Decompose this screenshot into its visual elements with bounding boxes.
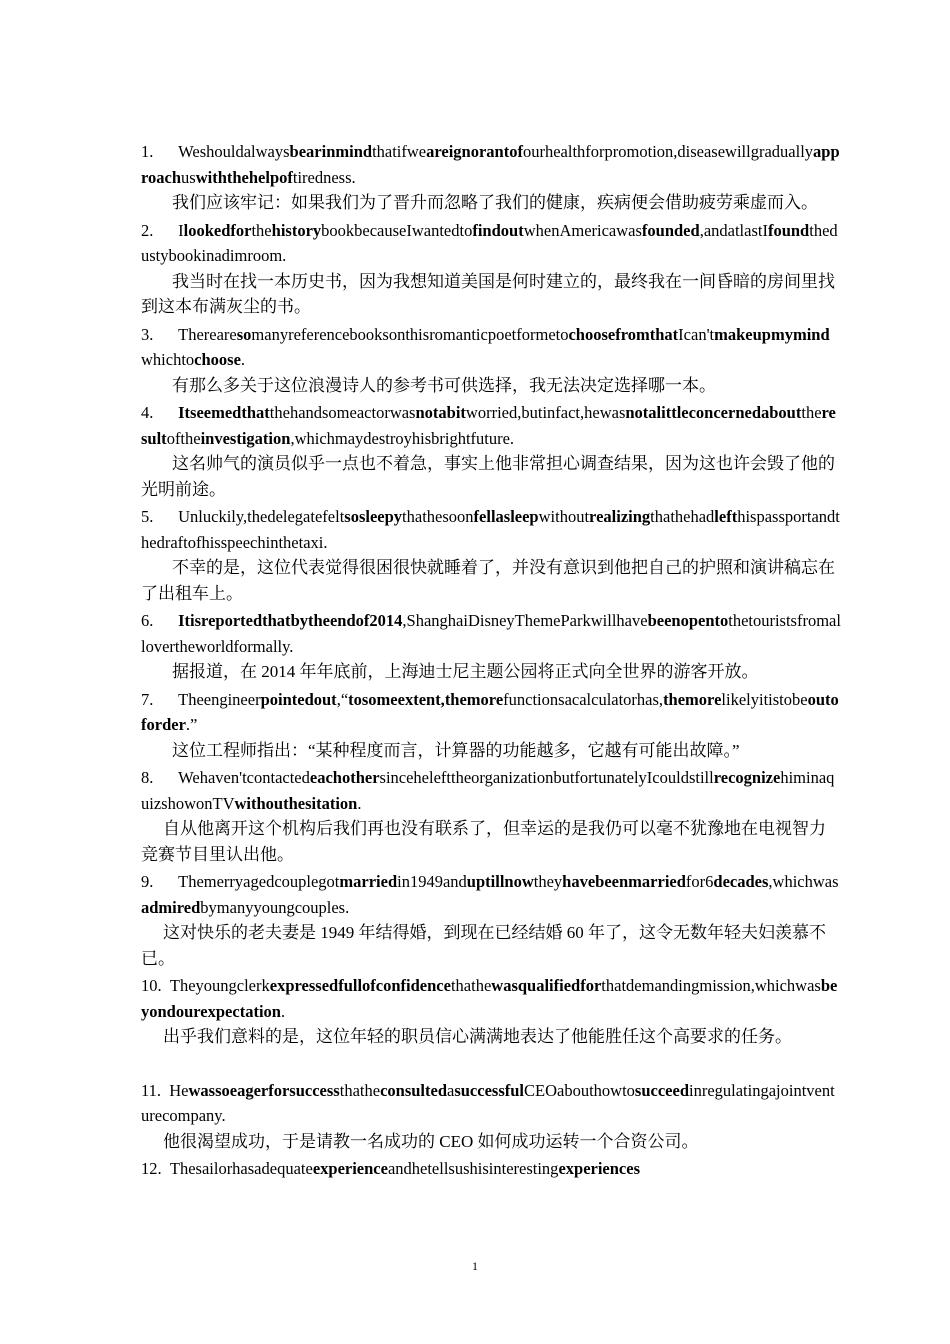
chinese-translation: 出乎我们意料的是，这位年轻的职员信心满满地表达了他能胜任这个高要求的任务。 xyxy=(163,1027,792,1046)
sentence-text: ,“ xyxy=(336,689,349,709)
key-phrase: withthehelpof xyxy=(195,167,293,187)
chinese-translation: 这名帅气的演员似乎一点也不着急，事实上他非常担心调查结果，因为这也许会毁了他的光明前途。 xyxy=(141,454,835,499)
sentence-text: theorganizationbutfortunatelyIcouldstill xyxy=(451,768,714,787)
key-phrase: notabit xyxy=(415,403,466,422)
key-phrase: recognize xyxy=(713,768,781,787)
sentence-text: Theyoungclerk xyxy=(169,976,270,995)
key-phrase: eachother xyxy=(309,768,380,787)
sentence-text: Unluckily,thedelegatefelt xyxy=(178,507,345,526)
sentence-text: the xyxy=(251,220,272,240)
item-number: 3. xyxy=(141,324,154,344)
key-phrase: makeupmymind xyxy=(714,324,830,344)
sentence-text: inregulatingajointventurecompany. xyxy=(141,1080,835,1125)
key-phrase: successful xyxy=(454,1080,524,1100)
sentence-text: ,whichmaydestroyhisbrightfuture. xyxy=(290,428,515,448)
english-sentence xyxy=(141,687,841,738)
sentence-text: Weshouldalways xyxy=(178,142,290,161)
sentence-text: thatifwe xyxy=(372,142,427,161)
sentence-text: they xyxy=(533,872,563,891)
english-sentence xyxy=(141,504,841,555)
item-number: 8. xyxy=(141,768,154,787)
english-sentence xyxy=(141,973,841,1024)
key-phrase: notalittleconcernedabout xyxy=(625,403,802,422)
page-number: 1 xyxy=(472,1259,478,1273)
sentence-text: manyreferencebooksonthisromanticpoetformeto xyxy=(251,324,569,344)
english-sentence xyxy=(141,765,841,816)
key-phrase: experiences xyxy=(558,1159,640,1178)
chinese-translation: 自从他离开这个机构后我们再也没有联系了，但幸运的是我仍可以毫不犹豫地在电视智力竞赛节目里认出他。 xyxy=(141,819,826,864)
key-phrase: found xyxy=(767,220,810,240)
key-phrase: expressedfullofconfidence xyxy=(269,976,451,995)
key-phrase: succeed xyxy=(634,1080,689,1100)
key-phrase: admired xyxy=(141,897,201,917)
sentence-text: CEOabouthowto xyxy=(524,1080,635,1100)
key-phrase: Itisreportedthat xyxy=(178,611,291,630)
english-sentence xyxy=(141,608,841,659)
sentence-text: thetouristsfromallovertheworldformally. xyxy=(141,611,841,656)
chinese-translation: 这位工程师指出：“某种程度而言，计算器的功能越多，它越有可能出故障。” xyxy=(172,740,740,760)
chinese-translation: 有那么多关于这位浪漫诗人的参考书可供选择，我无法决定选择哪一本。 xyxy=(172,375,716,395)
key-phrase: approach xyxy=(141,142,840,187)
sentence-text: the xyxy=(801,403,822,422)
key-phrase: result xyxy=(141,403,836,448)
english-sentence xyxy=(141,869,841,920)
key-phrase: choosefrom xyxy=(568,324,650,344)
key-phrase: so xyxy=(344,507,359,526)
key-phrase: lookedfor xyxy=(183,220,252,240)
sentence-text: Themerryagedcouplegot xyxy=(178,872,340,891)
sentence-text: whichto xyxy=(141,350,195,369)
key-phrase: uptillnow xyxy=(466,872,534,891)
english-sentence xyxy=(141,218,841,269)
sentence-text: thathe xyxy=(339,1080,381,1100)
key-phrase: wasqualifiedfor xyxy=(491,976,602,995)
key-phrase: history xyxy=(271,220,322,240)
sentence-text: sinceheleft xyxy=(379,768,451,787)
sentence-text: ,andatlastI xyxy=(699,220,768,240)
sentence-text: himinaquizshowonTV xyxy=(141,768,835,813)
sentence-text: Ican't xyxy=(678,324,715,344)
key-phrase: left xyxy=(714,507,738,526)
key-phrase: so xyxy=(236,324,252,344)
item-number: 12. xyxy=(141,1159,162,1178)
english-sentence xyxy=(141,1078,841,1129)
item-number: 6. xyxy=(141,611,154,630)
item-number: 2. xyxy=(141,220,154,240)
sentence-text: Theengineer xyxy=(178,689,261,709)
sentence-text: . xyxy=(280,1001,286,1021)
key-phrase: themore xyxy=(444,689,504,709)
key-phrase: bearinmind xyxy=(289,142,373,161)
chinese-translation: 我当时在找一本历史书，因为我想知道美国是何时建立的，最终我在一间昏暗的房间里找到这本布满灰尘的书。 xyxy=(141,271,835,316)
chinese-translation: 据报道，在 2014 年年底前，上海迪士尼主题公园将正式向全世界的游客开放。 xyxy=(172,662,759,681)
sentence-text: a xyxy=(447,1080,455,1100)
key-phrase: areignorantof xyxy=(426,142,523,161)
sentence-text: thathe xyxy=(450,976,492,995)
key-phrase: fellasleep xyxy=(473,507,539,526)
key-phrase: findout xyxy=(472,220,524,240)
key-phrase: founded xyxy=(641,220,700,240)
key-phrase: that xyxy=(649,324,679,344)
item-number: 1. xyxy=(141,142,154,161)
item-number: 9. xyxy=(141,872,154,891)
document-body xyxy=(141,139,841,1182)
english-sentence xyxy=(141,139,841,190)
key-phrase: investigation xyxy=(200,428,291,448)
key-phrase: sleepy xyxy=(358,507,403,526)
key-phrase: tosomeextent, xyxy=(348,689,445,709)
sentence-text: ofthe xyxy=(166,428,201,448)
chinese-translation: 这对快乐的老夫妻是 1949 年结得婚，到现在已经结婚 60 年了，这令无数年轻夫妇羡慕不已。 xyxy=(141,923,826,968)
sentence-text: andhetellsushisinteresting xyxy=(387,1159,559,1178)
sentence-text: Thereare xyxy=(178,324,237,344)
key-phrase: Itseemedthat xyxy=(178,403,270,422)
key-phrase: wassoeagerforsuccess xyxy=(188,1080,340,1100)
key-phrase: married xyxy=(339,872,398,891)
sentence-text: whenAmericawas xyxy=(523,220,642,240)
key-phrase: experience xyxy=(312,1159,388,1178)
sentence-text: Thesailorhasadequate xyxy=(169,1159,313,1178)
sentence-text: thathesoon xyxy=(402,507,474,526)
item-number: 4. xyxy=(141,403,154,422)
key-phrase: realizing xyxy=(589,507,651,526)
sentence-text: thathehad xyxy=(650,507,715,526)
item-number: 11. xyxy=(141,1080,162,1100)
sentence-text: functionsacalculatorhas, xyxy=(503,689,664,709)
sentence-text: without xyxy=(538,507,590,526)
blank-line xyxy=(141,1052,841,1078)
key-phrase: beenopento xyxy=(647,611,729,630)
sentence-text: bymanyyoungcouples. xyxy=(200,897,350,917)
sentence-text: in1949and xyxy=(397,872,467,891)
sentence-text: bookbecauseIwantedto xyxy=(321,220,473,240)
key-phrase: themore xyxy=(663,689,722,709)
english-sentence xyxy=(141,322,841,373)
sentence-text: for6 xyxy=(685,872,714,891)
key-phrase: withouthesitation xyxy=(234,793,358,813)
sentence-text: ourhealthforpromotion,diseasewillgradually xyxy=(522,142,814,161)
key-phrase: consulted xyxy=(380,1080,447,1100)
key-phrase: beyondourexpectation xyxy=(141,976,838,1021)
item-number: 5. xyxy=(141,507,154,526)
sentence-text: He xyxy=(169,1080,189,1100)
sentence-text: thatdemandingmission,whichwas xyxy=(601,976,821,995)
key-phrase: havebeenmarried xyxy=(562,872,686,891)
sentence-text: Wehaven't xyxy=(178,768,247,787)
item-number: 10. xyxy=(141,976,162,995)
english-sentence xyxy=(141,1156,841,1182)
key-phrase: bytheendof2014 xyxy=(290,611,403,630)
sentence-text: tiredness. xyxy=(292,167,356,187)
chinese-translation: 他很渴望成功，于是请教一名成功的 CEO 如何成功运转一个合资公司。 xyxy=(163,1131,699,1151)
sentence-text: I xyxy=(178,220,184,240)
item-number: 7. xyxy=(141,689,154,709)
chinese-translation: 我们应该牢记：如果我们为了晋升而忽略了我们的健康，疾病便会借助疲劳乘虚而入。 xyxy=(172,193,818,212)
sentence-text: . xyxy=(357,793,362,813)
sentence-text: hispassportandthedraftofhisspeechinthetaxi. xyxy=(141,507,840,552)
sentence-text: contacted xyxy=(246,768,310,787)
sentence-text: thedustybookinadimroom. xyxy=(141,220,838,265)
sentence-text: ,ShanghaiDisneyThemeParkwillhave xyxy=(402,611,648,630)
sentence-text: us xyxy=(181,167,196,187)
english-sentence xyxy=(141,400,841,451)
key-phrase: outoforder xyxy=(141,689,839,734)
key-phrase: pointedout xyxy=(260,689,337,709)
sentence-text: ,whichwas xyxy=(768,872,839,891)
sentence-text: . xyxy=(240,350,246,369)
sentence-text: thehandsomeactorwas xyxy=(269,403,416,422)
key-phrase: decades xyxy=(713,872,769,891)
sentence-text: likelyitistobe xyxy=(721,689,808,709)
key-phrase: choose xyxy=(194,350,241,369)
chinese-translation: 不幸的是，这位代表觉得很困很快就睡着了，并没有意识到他把自己的护照和演讲稿忘在了出租车上。 xyxy=(141,558,835,603)
sentence-text: .” xyxy=(185,715,198,734)
sentence-text: worried,butinfact,hewas xyxy=(465,403,626,422)
